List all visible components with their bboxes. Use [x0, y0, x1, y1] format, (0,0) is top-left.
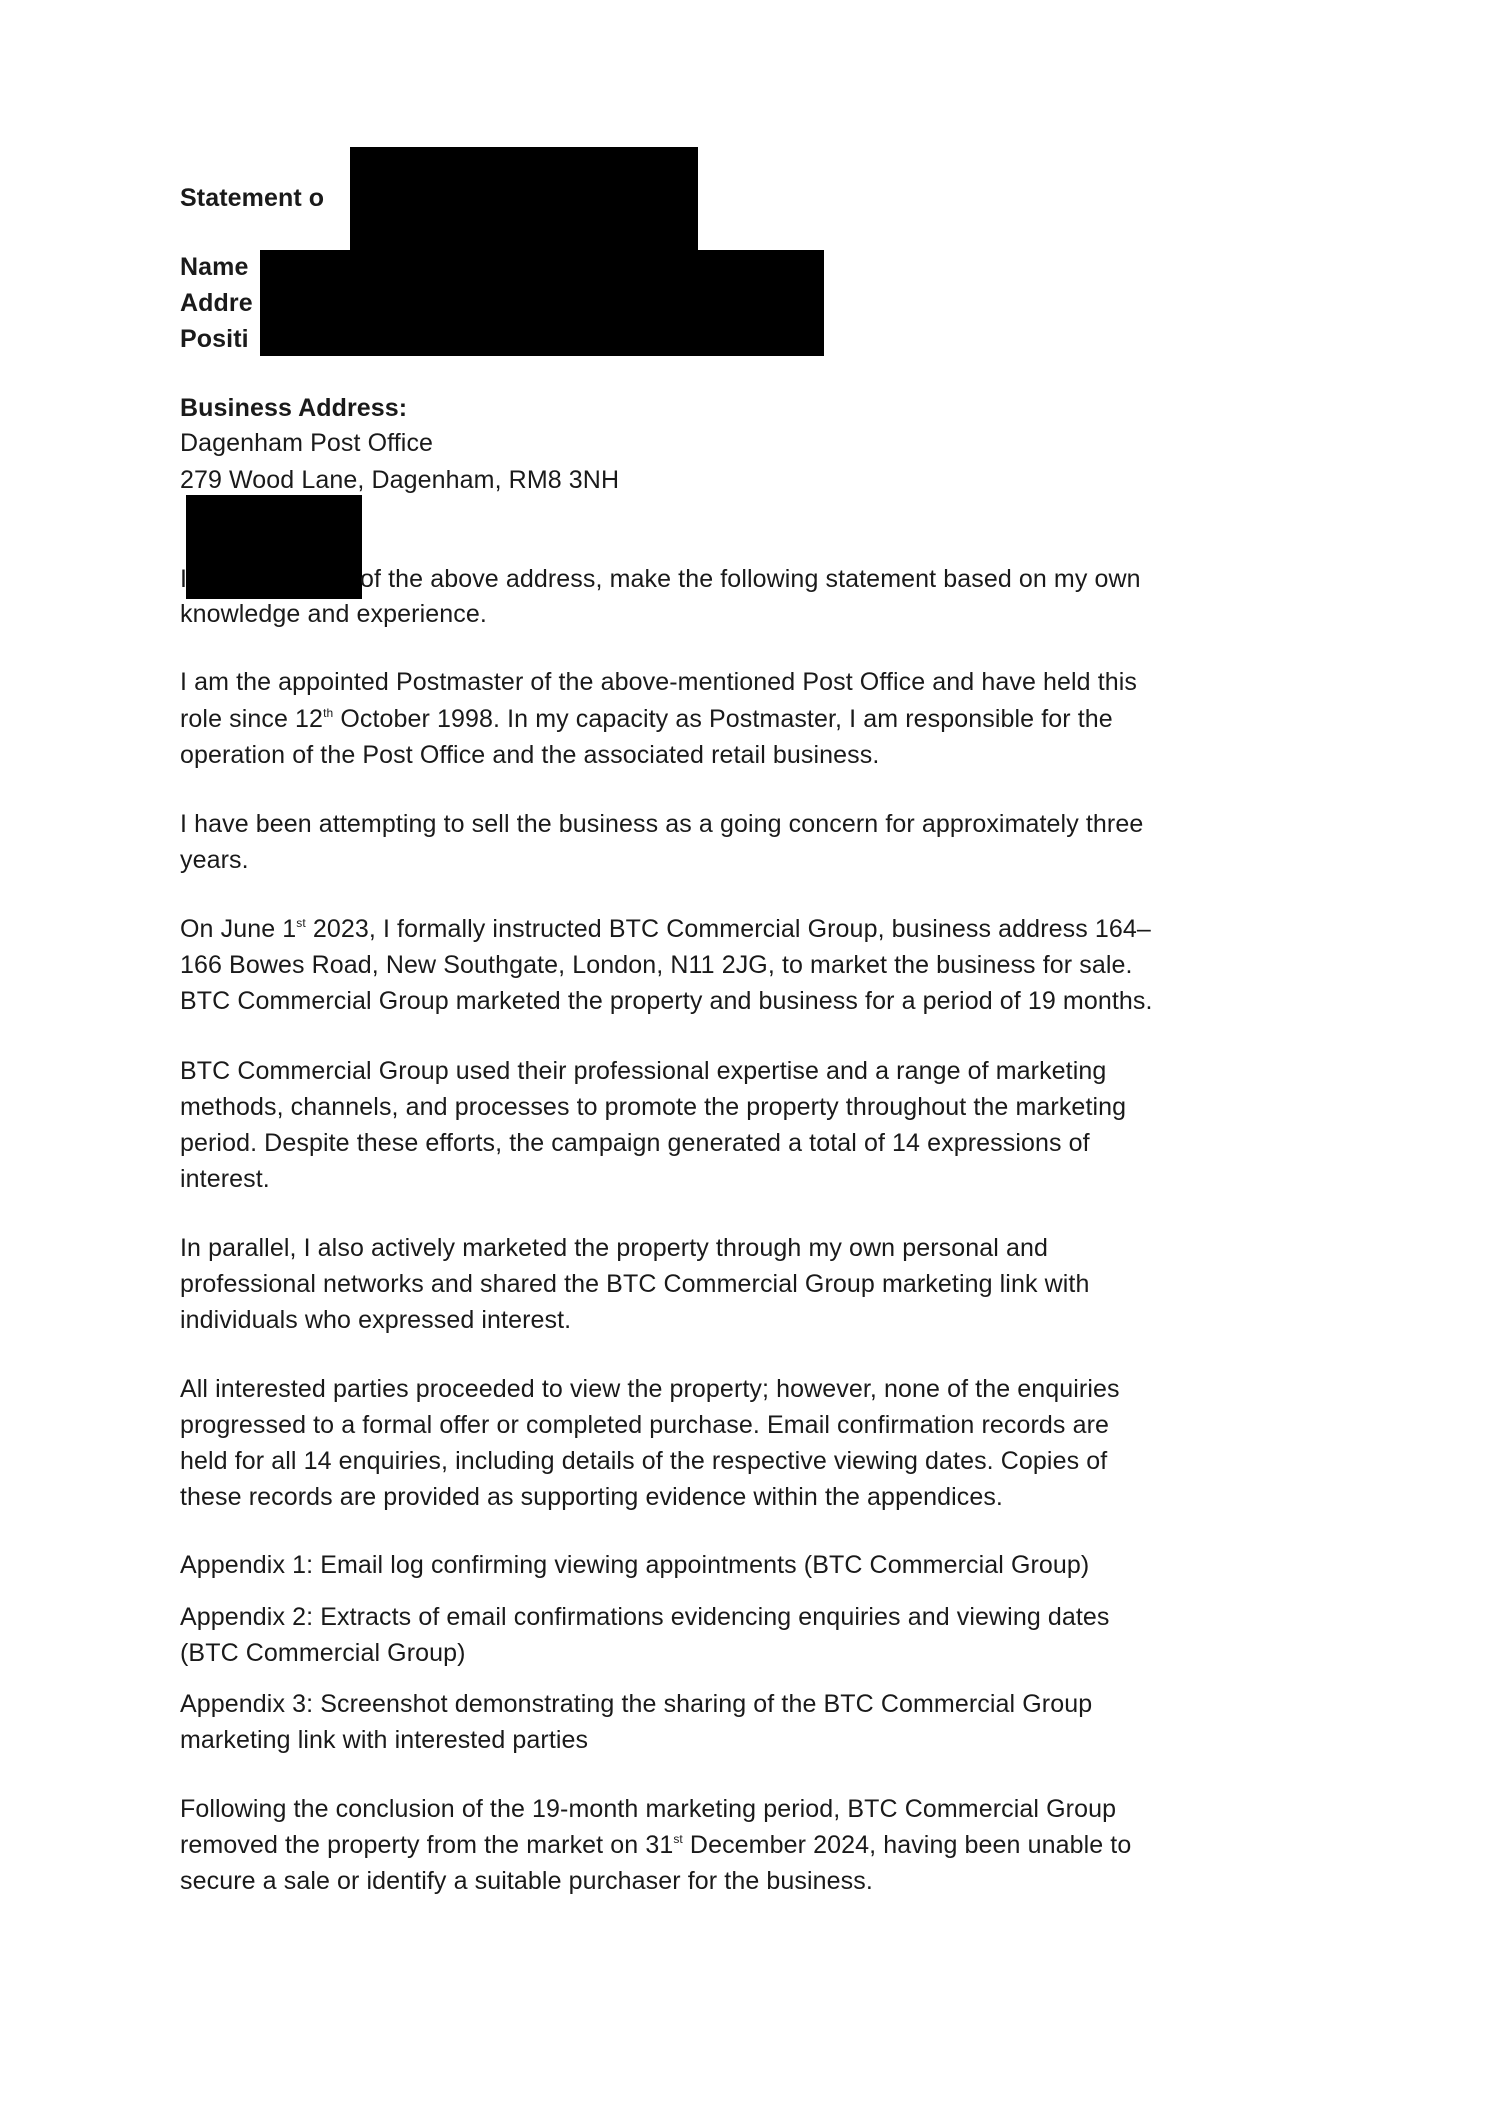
- para6-line-3: held for all 14 enquiries, including details of the respective viewing dates. Copies of: [180, 1447, 1108, 1475]
- statement-heading: Statement o: [180, 184, 325, 212]
- business-address-line-1: Dagenham Post Office: [180, 429, 434, 457]
- business-address-line-2: 279 Wood Lane, Dagenham, RM8 3NH: [180, 466, 620, 494]
- para1-line-3: operation of the Post Office and the associated retail business.: [180, 741, 880, 769]
- para6-line-4: these records are provided as supporting evidence within the appendices.: [180, 1483, 1003, 1511]
- para1-line-2-a: role since 12: [180, 705, 324, 733]
- para2-line-1: I have been attempting to sell the business as a going concern for approximately three: [180, 810, 1144, 838]
- para4-line-2: methods, channels, and processes to promote the property throughout the marketing: [180, 1093, 1127, 1121]
- intro-line-1-start: I: [180, 565, 188, 593]
- name-label: Name: [180, 253, 249, 281]
- intro-line-2: knowledge and experience.: [180, 600, 487, 628]
- para1-line-2-b: October 1998. In my capacity as Postmaster, I am responsible for the: [333, 705, 1113, 733]
- para5-line-3: individuals who expressed interest.: [180, 1306, 572, 1334]
- address-label: Addre: [180, 289, 253, 317]
- para7-line-2-a: removed the property from the market on 31: [180, 1831, 674, 1859]
- para6-line-1: All interested parties proceeded to view the property; however, none of the enquiries: [180, 1375, 1120, 1403]
- para3-line-1-a: On June 1: [180, 915, 297, 943]
- para5-line-1: In parallel, I also actively marketed the property through my own personal and: [180, 1234, 1048, 1262]
- para3-line-1: [180, 911, 1151, 947]
- redaction-block-statement: [350, 147, 698, 252]
- para7-line-2: [180, 1827, 1131, 1863]
- para7-line-1: Following the conclusion of the 19-month marketing period, BTC Commercial Group: [180, 1795, 1117, 1823]
- position-label: Positi: [180, 325, 249, 353]
- redaction-block-name: [186, 495, 362, 599]
- para7-line-2-b: December 2024, having been unable to: [682, 1831, 1132, 1859]
- para3-line-3: BTC Commercial Group marketed the property and business for a period of 19 months.: [180, 987, 1153, 1015]
- para4-line-3: period. Despite these efforts, the campaign generated a total of 14 expressions of: [180, 1129, 1090, 1157]
- redaction-block-personal-details: [260, 250, 824, 356]
- para4-line-1: BTC Commercial Group used their professional expertise and a range of marketing: [180, 1057, 1107, 1085]
- para5-line-2: professional networks and shared the BTC Commercial Group marketing link with: [180, 1270, 1090, 1298]
- business-address-heading: Business Address:: [180, 394, 408, 422]
- para1-line-1: I am the appointed Postmaster of the above-mentioned Post Office and have held this: [180, 668, 1138, 696]
- para1-line-2-sup: th: [323, 706, 334, 720]
- intro-line-1-rest: of the above address, make the following statement based on my own: [360, 565, 1141, 593]
- para3-line-1-sup: st: [296, 916, 306, 930]
- para6-line-2: progressed to a formal offer or completed purchase. Email confirmation records are: [180, 1411, 1109, 1439]
- appendix-2-line-1: Appendix 2: Extracts of email confirmations evidencing enquiries and viewing dates: [180, 1603, 1110, 1631]
- para4-line-4: interest.: [180, 1165, 270, 1193]
- para7-line-2-sup: st: [673, 1832, 683, 1846]
- para3-line-1-b: 2023, I formally instructed BTC Commercial Group, business address 164–: [305, 915, 1151, 943]
- para3-line-2: 166 Bowes Road, New Southgate, London, N11 2JG, to market the business for sale.: [180, 951, 1133, 979]
- appendix-2-line-2: (BTC Commercial Group): [180, 1639, 466, 1667]
- para2-line-2: years.: [180, 846, 249, 874]
- appendix-3-line-1: Appendix 3: Screenshot demonstrating the sharing of the BTC Commercial Group: [180, 1690, 1093, 1718]
- appendix-3-line-2: marketing link with interested parties: [180, 1726, 589, 1754]
- para1-line-2: [180, 701, 1113, 737]
- para7-line-3: secure a sale or identify a suitable purchaser for the business.: [180, 1867, 873, 1895]
- appendix-1: Appendix 1: Email log confirming viewing appointments (BTC Commercial Group): [180, 1551, 1090, 1579]
